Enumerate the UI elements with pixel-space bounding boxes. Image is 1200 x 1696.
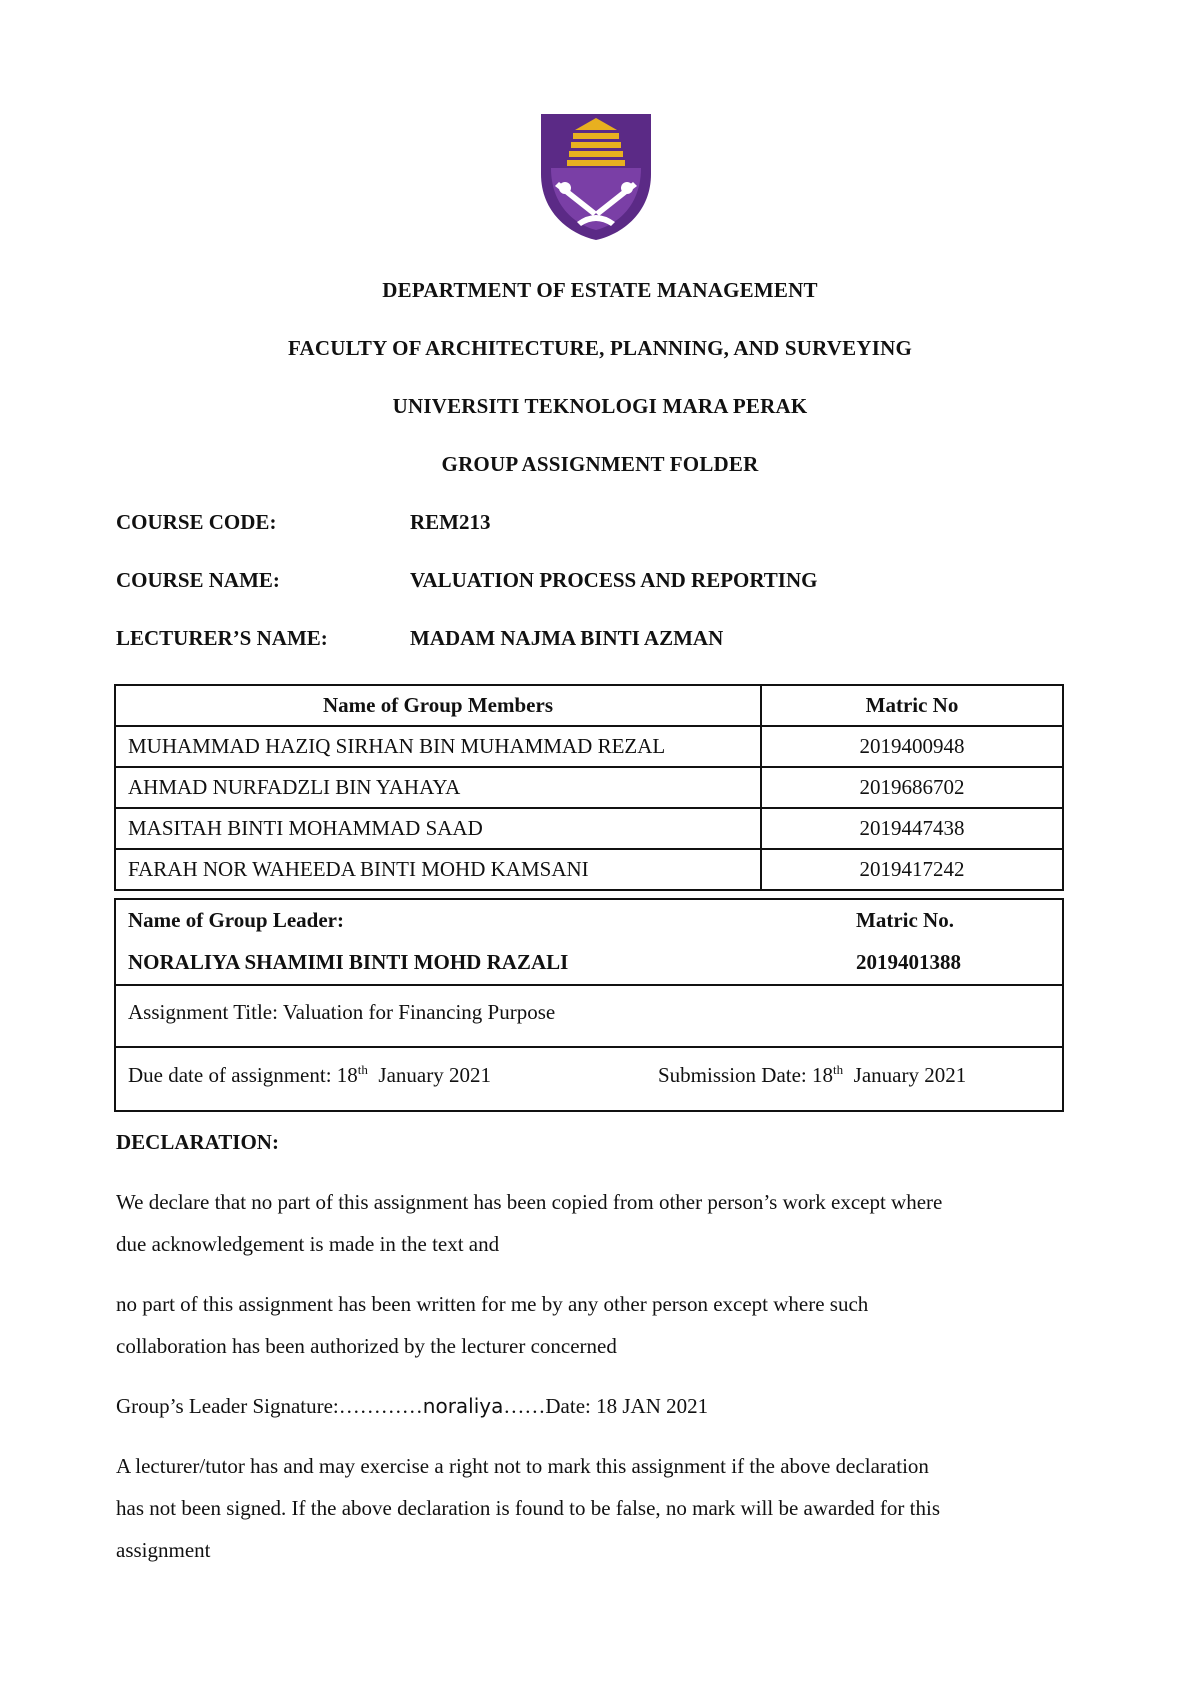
course-code-label: COURSE CODE:: [116, 510, 277, 534]
course-code-value: REM213: [410, 510, 491, 534]
member-matric: 2019400948: [761, 726, 1063, 767]
faculty-heading: FACULTY OF ARCHITECTURE, PLANNING, AND SURVEYING: [288, 336, 912, 360]
table-header-row: [115, 685, 1063, 726]
university-logo: [537, 112, 655, 242]
leader-matric-label: Matric No.: [856, 908, 954, 932]
leader-matric: 2019401388: [856, 950, 961, 974]
lecturer-value: MADAM NAJMA BINTI AZMAN: [410, 626, 724, 650]
course-name-label: COURSE NAME:: [116, 568, 280, 592]
declaration-paragraph-3b: has not been signed. If the above declaration is found to be false, no mark will be awarded for this: [116, 1496, 940, 1520]
group-members-table: [114, 684, 1064, 891]
member-matric: 2019447438: [761, 808, 1063, 849]
member-name: AHMAD NURFADZLI BIN YAHAYA: [115, 767, 761, 808]
table-row: [115, 767, 1063, 808]
department-heading: DEPARTMENT OF ESTATE MANAGEMENT: [382, 278, 818, 302]
declaration-paragraph-2b: collaboration has been authorized by the lecturer concerned: [116, 1334, 617, 1358]
divider: [116, 984, 1062, 986]
member-name: MASITAH BINTI MOHAMMAD SAAD: [115, 808, 761, 849]
member-name: MUHAMMAD HAZIQ SIRHAN BIN MUHAMMAD REZAL: [115, 726, 761, 767]
declaration-paragraph-1a: We declare that no part of this assignment has been copied from other person’s work except where: [116, 1190, 943, 1214]
table-row: [115, 849, 1063, 890]
divider: [116, 1046, 1062, 1048]
signature-line: Group’s Leader Signature:…………noraliya……Date: 18 JAN 2021: [116, 1394, 709, 1418]
member-matric: 2019417242: [761, 849, 1063, 890]
leader-signature: noraliya: [422, 1394, 504, 1418]
declaration-paragraph-3c: assignment: [116, 1538, 211, 1562]
declaration-paragraph-2a: no part of this assignment has been written for me by any other person except where such: [116, 1292, 869, 1316]
university-heading: UNIVERSITI TEKNOLOGI MARA PERAK: [392, 394, 808, 418]
due-date: Due date of assignment: 18th January 2021: [128, 1062, 491, 1087]
leader-name: NORALIYA SHAMIMI BINTI MOHD RAZALI: [128, 950, 569, 974]
table-row: [115, 808, 1063, 849]
members-name-header: Name of Group Members: [115, 685, 761, 726]
submission-date: Submission Date: 18th January 2021: [658, 1062, 967, 1087]
folder-title: GROUP ASSIGNMENT FOLDER: [441, 452, 759, 476]
declaration-paragraph-3a: A lecturer/tutor has and may exercise a right not to mark this assignment if the above declaration: [116, 1454, 929, 1478]
member-name: FARAH NOR WAHEEDA BINTI MOHD KAMSANI: [115, 849, 761, 890]
course-name-value: VALUATION PROCESS AND REPORTING: [410, 568, 818, 592]
assignment-title: Assignment Title: Valuation for Financing Purpose: [128, 1000, 556, 1024]
lecturer-label: LECTURER’S NAME:: [116, 626, 328, 650]
leader-name-label: Name of Group Leader:: [128, 908, 344, 932]
group-leader-box: [114, 898, 1064, 1112]
declaration-paragraph-1b: due acknowledgement is made in the text and: [116, 1232, 500, 1256]
members-matric-header: Matric No: [761, 685, 1063, 726]
declaration-title: DECLARATION:: [116, 1130, 279, 1154]
member-matric: 2019686702: [761, 767, 1063, 808]
table-row: [115, 726, 1063, 767]
